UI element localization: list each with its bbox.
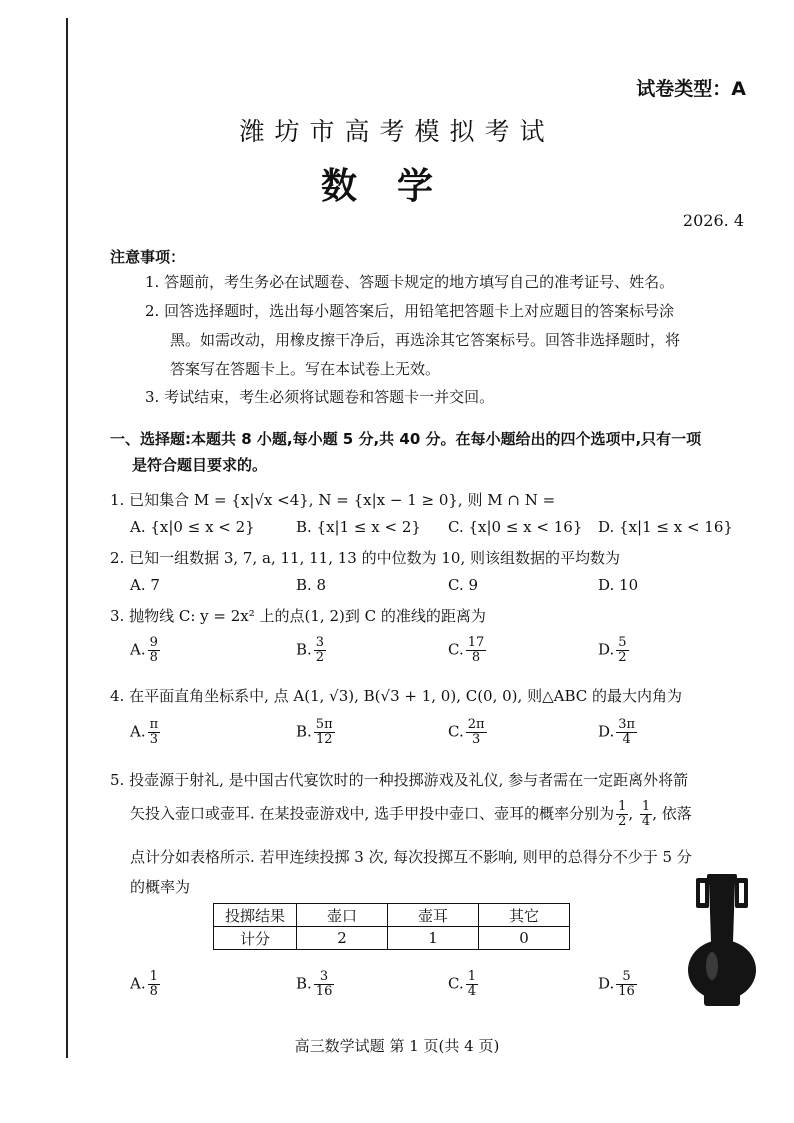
page-footer: 高三数学试题 第 1 页(共 4 页) xyxy=(294,1037,500,1055)
q1-option-c: C. {x|0 ≤ x < 16} xyxy=(448,518,583,536)
q1-option-d: D. {x|1 ≤ x < 16} xyxy=(598,518,733,536)
exam-title: 潍坊市高考模拟考试 xyxy=(239,117,555,146)
q1-option-a: A. {x|0 ≤ x < 2} xyxy=(130,518,255,536)
q1-stem: 1. 已知集合 M = {x|√x <4}, N = {x|x − 1 ≥ 0}, 则 M ∩ N = xyxy=(110,491,556,509)
q3-option-b: B. $\frac{3}{2}$ xyxy=(296,635,325,665)
q5-option-a: A. $\frac{1}{8}$ xyxy=(130,969,158,999)
score-table-row xyxy=(214,927,570,950)
subject-title: 数学 xyxy=(320,166,473,207)
q5-line-2: 矢投入壶口或壶耳. 在某投壶游戏中, 选手甲投中壶口、壶耳的概率分别为 $\frac{1}{2}$ , $\frac{1}{4}$ , 依落 xyxy=(130,799,692,829)
q5-line-1: 5. 投壶源于射礼, 是中国古代宴饮时的一种投掷游戏及礼仪, 参与者需在一定距离外将箭 xyxy=(110,771,689,789)
table-cell: 壶耳 xyxy=(388,904,479,927)
paper-type: 试卷类型：A xyxy=(636,78,746,100)
q4-option-d: D. $\frac{3\pi}{4}$ xyxy=(598,717,636,747)
notice-item-1: 1. 答题前，考生务必在试题卷、答题卡规定的地方填写自己的准考证号、姓名。 xyxy=(145,273,675,291)
q5-option-d: D. $\frac{5}{16}$ xyxy=(598,969,635,999)
q4-option-a: A. $\frac{\pi}{3}$ xyxy=(130,717,159,747)
notice-heading: 注意事项： xyxy=(110,248,186,266)
touhu-vase-icon xyxy=(682,872,762,1012)
q5-option-c: C. $\frac{1}{4}$ xyxy=(448,969,476,999)
q5-line-3: 点计分如表格所示. 若甲连续投掷 3 次, 每次投掷互不影响, 则甲的总得分不少于 5 分 xyxy=(130,848,692,866)
notice-item-2-line-2: 黑。如需改动，用橡皮擦干净后，再选涂其它答案标号。回答非选择题时，将 xyxy=(170,331,681,349)
q3-option-a: A. $\frac{9}{8}$ xyxy=(130,635,158,665)
q1-option-b: B. {x|1 ≤ x < 2} xyxy=(296,518,421,536)
score-table xyxy=(213,903,570,950)
q2-option-d: D. 10 xyxy=(598,576,639,594)
q4-option-b: B. $\frac{5\pi}{12}$ xyxy=(296,717,333,747)
table-cell: 1 xyxy=(388,927,479,950)
notice-item-3: 3. 考试结束，考生必须将试题卷和答题卡一并交回。 xyxy=(145,388,495,406)
section-heading-cont: 是符合题目要求的。 xyxy=(132,456,268,474)
notice-item-2-line-1: 2. 回答选择题时，选出每小题答案后，用铅笔把答题卡上对应题目的答案标号涂 xyxy=(145,302,675,320)
score-table-header-row xyxy=(214,904,570,927)
table-cell: 2 xyxy=(297,927,388,950)
exam-date: 2026. 4 xyxy=(682,211,744,230)
q3-option-d: D. $\frac{5}{2}$ xyxy=(598,635,627,665)
table-cell: 壶口 xyxy=(297,904,388,927)
q4-stem: 4. 在平面直角坐标系中, 点 A(1, √3), B(√3 + 1, 0), C(0, 0), 则△ABC 的最大内角为 xyxy=(110,687,682,705)
q4-option-c: C. $\frac{2\pi}{3}$ xyxy=(448,717,485,747)
q2-stem: 2. 已知一组数据 3, 7, a, 11, 11, 13 的中位数为 10, 则该组数据的平均数为 xyxy=(110,549,620,567)
q2-option-c: C. 9 xyxy=(448,576,479,594)
table-cell: 计分 xyxy=(214,927,297,950)
notice-item-2-line-3: 答案写在答题卡上。写在本试卷上无效。 xyxy=(170,360,441,378)
q2-option-b: B. 8 xyxy=(296,576,327,594)
q5-line-4: 的概率为 xyxy=(130,878,191,896)
table-cell: 0 xyxy=(479,927,570,950)
q2-option-a: A. 7 xyxy=(130,576,160,594)
table-cell: 其它 xyxy=(479,904,570,927)
section-heading: 一、选择题:本题共 8 小题,每小题 5 分,共 40 分。在每小题给出的四个选项中,只有一项 xyxy=(110,430,702,448)
q5-option-b: B. $\frac{3}{16}$ xyxy=(296,969,333,999)
q3-option-c: C. $\frac{17}{8}$ xyxy=(448,635,485,665)
q3-stem: 3. 抛物线 C: y = 2x² 上的点(1, 2)到 C 的准线的距离为 xyxy=(110,607,486,625)
table-cell: 投掷结果 xyxy=(214,904,297,927)
